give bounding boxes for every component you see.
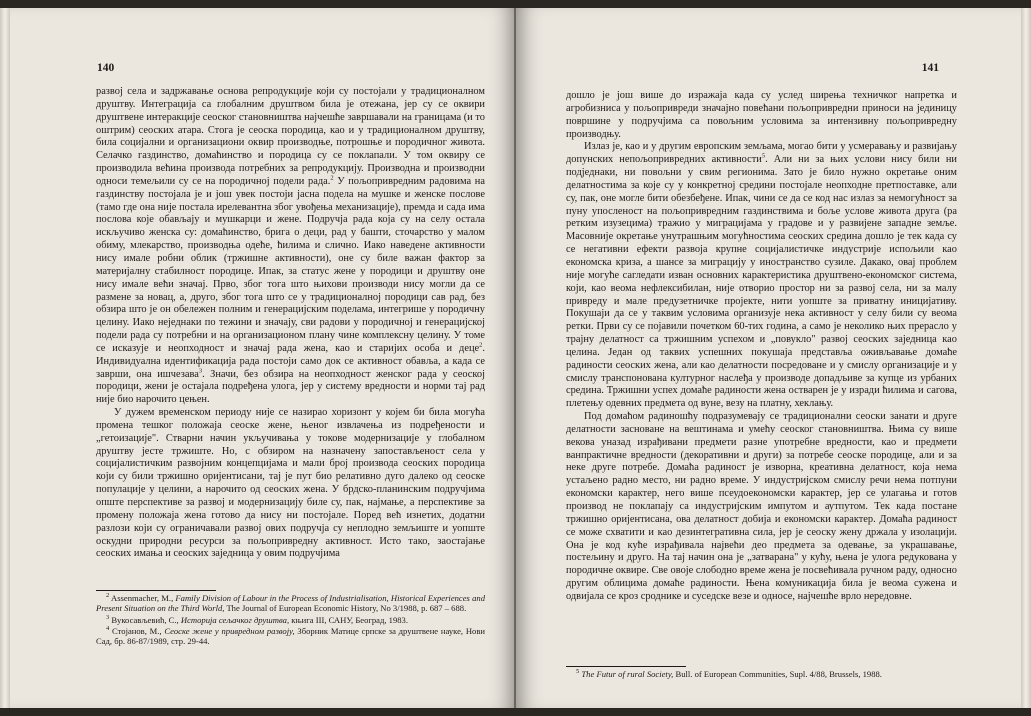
footnote-marker: 5	[761, 152, 766, 160]
footnote-marker: 2	[330, 174, 334, 182]
page-edge-left	[0, 8, 10, 708]
footnote-number: 5	[576, 668, 580, 676]
footnote-rule	[566, 666, 686, 667]
footnote-author: Вукосављевић, С.,	[111, 614, 179, 625]
right-page-body	[566, 90, 957, 604]
footnotes-left	[96, 593, 485, 647]
paragraph-text: . Индивидуална идентификација рада постоји само док се активност обавља, а када се заврши, она ишчезава	[96, 342, 485, 380]
footnote-title: The Futur of rural Society,	[581, 669, 674, 679]
footnote-marker: 3	[198, 367, 203, 375]
paragraph-text: У дужем временском периоду није се назирао хоризонт у којем би била могућа промена тешког положаја сеоске жене, њеног извлачења из подређености и „гетоизације". Стварни начин укључивања у токове модернизације у глобалном друштву јесте тржиште. Но, с обзиром на назначену запостављеност села у социјалистичким развојним концепцијама и мали број производа сеоских породица који су били тржишно оријентисани, тај је пут био релативно дуго далеко од сеоске популације у целини, а нарочито од сеоских жена. У брдско-планинским подручјима опште перспективе за развој и модернизацију биле су, пак, најмање, а перспективе за промену положаја жена готово да нису ни постојале. Поред већ изнетих, додатни разлози који су ограничавали развој ових подручја су неплодно земљиште и уопште оскудни природни ресурси за пољопривредну активност. Исто тако, заостајање сеоских имања и сеоских заједница у овим подручјима	[96, 407, 485, 560]
footnote-source: књига III, САНУ, Београд, 1983.	[291, 614, 409, 625]
paragraph-text: . Али ни за њих услови нису били ни подједнаки, ни повољни у свим регионима. Зато је било нужно окретање оним делатностима за које су у конкретној средини постојале неопходне претпоставке, али су, пак, оне могле бити обезбеђене. Ипак, чини се да се код нас излаз за немогућност за пуну упосленост на пољопривредним газдинствима и боље услове живота друга (ра ретким изузецима) тражио у миграцијама у градове и у развијене западне земље. Масовније окретање унутрашњим могућностима сеоских средина дошло је тек када су се негативни ефекти развоја крупне социјалистичке индустрије испољили као економска криза, а шансе за миграцију у иностранство сузиле. Дакако, овај проблем није могуће сагледати изван основних карактеристика друштвено-економског система, који, као веома нефлексибилан, није отворио простор ни за развој села, ни за малу привреду и мале предузетничке пројекте, нити уопште за приватну иницијативу. Покушаји да се у таквим условима организује нека активност у селу били су веома ретки. Први су се појавили почетком 60-тих година, а само је неколико њих прерасло у трајну делатност са тржишним успехом и „повукло" развој сеоских заједница као целина. Један од таквих успешних покушаја представља оживљавање домаће радиности сеоских жена, али као делатности посредоване и у смислу организације и у смислу транспонована културног наслеђа у производе допадљиве за купце из урбаних средина. Тржишни успех домаће радиности жена остварен је у изради ћилима и сагова, плетењу одевних предмета од вуне, везу на платну, хеклању.	[566, 154, 957, 410]
right-page	[516, 8, 1021, 708]
paragraph	[566, 141, 957, 411]
paragraph-text: Под домаћом радиношћу подразумевају се традиционални сеоски занати и друге делатности засноване на вештинама и умећу сеоског становништва. Њима су више векова уназад израђивани предмети разне употребне вредности, као и предмети ванпрактичне вредности (декоративни и други) за потребе сеоске породице, али и за неке друге потребе. Домаћа радиност је изворна, креативна делатност, која нема устаљено радно место, ни радно време. У индустријском смислу речи нема потпуни економски карактер, него више псеудоекономски карактер, јер се улагања и готов производ не поклапају са индустријским импутом и аутпутом. Тек када постане тржишно оријентисана, ова делатност добија и економски карактер. Домаћа радиност се може схватити и као дезинтегративна сила, јер је сеоску жену држала у изолацији. Она је код куће израђивала највећи део предмета за одевање, за украшавање, постељину и друго. На тај начин она је „затварана" у кућу, њена је улога редукована у породичне оквире. Све овоје слободно време жена је посвећивала ручном раду, односно другим облицима домаће радиности. Њена комуникација била је веома сужена и одвијала се кроз сроднике и суседске везе и односе, најчешће врло нередовне.	[566, 411, 957, 602]
footnote-source: The Journal of European Economic History, No 3/1988, p. 687 – 688.	[226, 603, 467, 614]
footnote	[96, 626, 485, 647]
footnote-number: 2	[106, 592, 110, 600]
footnote	[96, 615, 485, 625]
paragraph-text: дошло је још више до изражаја када су услед ширења техничког напретка и агробизниса у пољопривреди значајно повећани пољопривредни приноси на јединицу површине у подручјима са повољним условима за интензивну пољопривредну производњу.	[566, 90, 957, 140]
footnote-source: Зборник Матице српске за друштвене науке, Нови Сад, бр. 86-87/1989, стр. 29-44.	[96, 625, 486, 647]
paragraph	[96, 86, 485, 407]
paragraph-text: Излаз је, као и у другим европским земљама, могао бити у усмеравању и развијању допунских непољопривредних активности	[566, 141, 957, 166]
footnote-author: Assenmacher, M.,	[110, 593, 174, 603]
footnote-rule	[96, 590, 216, 591]
footnote	[566, 669, 957, 679]
paragraph-text: У пољопривредним радовима на газдинству постојала је и још увек постоји јасна подела на мушке и женске послове (тамо где она није постала ирелевантна због увођења механизације), премда и сада има послова које обављају и мушкарци и жене. Подручја рада која су на селу остала искључиво женска су: домаћинство, брига о деци, рад у башти, сточарство у малом обиму, млекарство, производња одеће, ћилима и слично. Иако наведене активности нису имале робни облик (тржишне активности), оне су биле важан фактор за материјалну стабилност породице. Ипак, за статус жене у породици и друштву оне нису имале већи значај. Прво, због тога што њихови производи нису могли да се размене за новац, а, друго, због тога што се у традиционалној породици сав рад, без обзира што је он обележен полним и генерацијским поделама, интегрише у породичну целину. Иако неједнаки по тежини и значају, сви радови у породичној и генерацијској подели рада су потребни и на организационом плану чине комплексну целину. У томе се исказује и неопходност и значај рада жена, као и старијих особа и деце	[96, 175, 485, 354]
paragraph-text: развој села и задржавање основа репродукције који су постојали у традиционалном друштву. Интеграција са глобалним друштвом била је отежана, јер су се оквири друштвене интеракције сеоског становништва најчешће завршавали на границама (и то оштрим) сеоских атара. Стога је сеоска породица, као и у традиционалном друштву, била социјални и организациони оквир производње, потрошње и породичног живота. Селачко газдинство, домаћинство и породица су се поклапали. У том оквиру се производила већина производа потребних за репродукцију. Производна и производни односи темељили су се на породичној подели рада.	[96, 86, 485, 187]
footnote-author: Стојанов, М.,	[112, 625, 162, 636]
footnote	[96, 593, 485, 614]
footnote-title: Family Division of Labour in the Process of Industrialisation, Historical Experiences and Present Situation on the Third World,	[96, 593, 485, 614]
footnotes-right	[566, 669, 957, 680]
footnote-number: 4	[106, 625, 110, 633]
paragraph	[566, 411, 957, 604]
page-edge-right	[1021, 8, 1031, 708]
footnote-marker: 2	[479, 341, 483, 349]
left-page	[10, 8, 515, 708]
footnote-source: Bull. of European Communities, Supl. 4/88, Brussels, 1988.	[675, 669, 882, 679]
paragraph	[96, 407, 485, 561]
paragraph	[566, 90, 957, 141]
page-number-left: 140	[97, 62, 115, 74]
page-number-right: 141	[921, 62, 939, 74]
paragraph-text: . Значи, без обзира на неопходност женског рада у сеоској породици, жени је остајала подређена улога, јер у систему вредности и норми тај рад није био нарочито цењен.	[96, 368, 485, 406]
footnote-title: Сеоске жене у привредном развоју,	[164, 625, 295, 636]
footnote-title: Историја сељачког друштва,	[180, 614, 290, 625]
left-page-body	[96, 86, 485, 561]
footnote-number: 3	[106, 613, 110, 621]
